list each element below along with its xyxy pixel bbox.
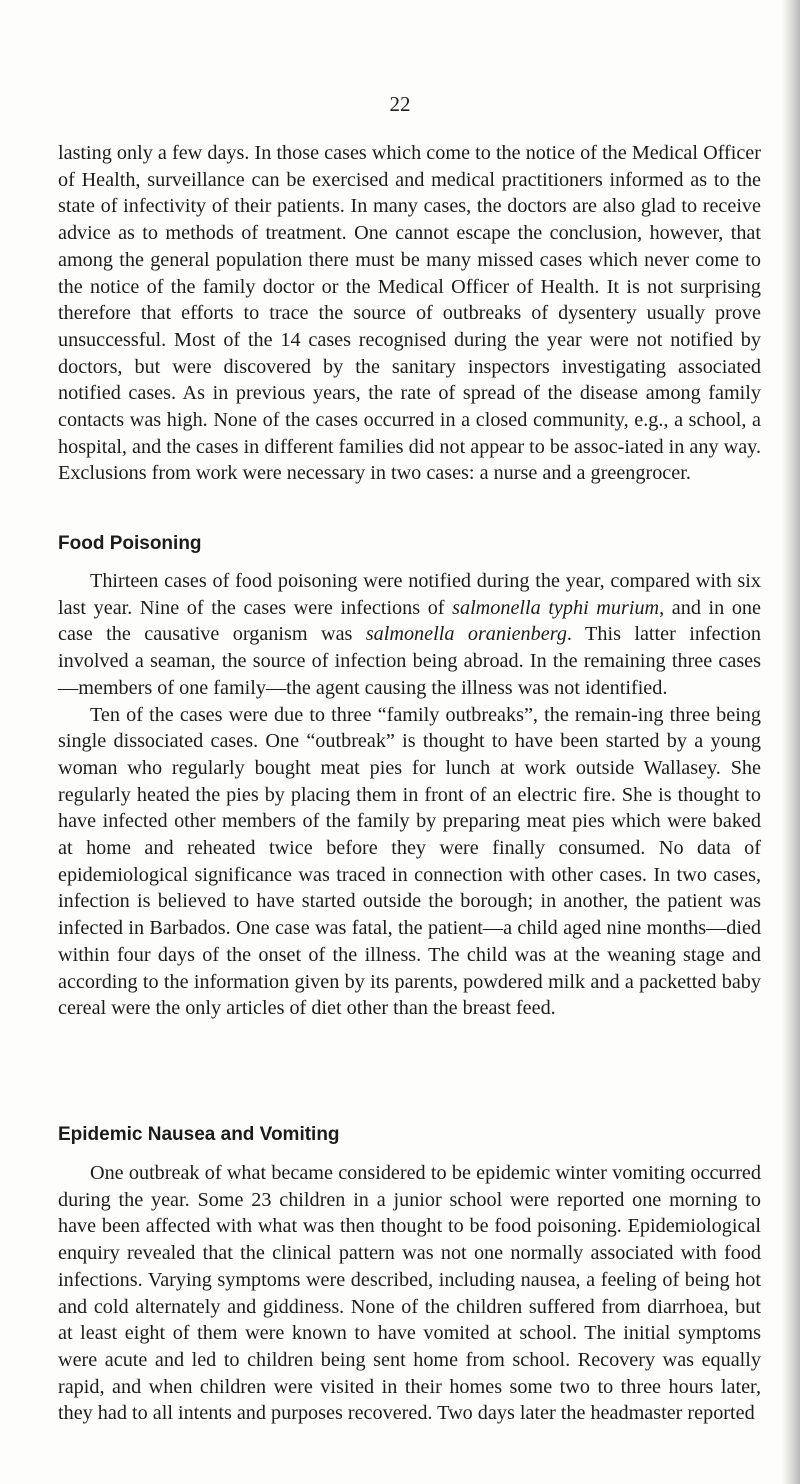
epidemic-nausea-heading: Epidemic Nausea and Vomiting (58, 1124, 340, 1145)
organism-name-typhimurium: salmonella typhi murium (452, 596, 660, 619)
food-poisoning-section (58, 568, 761, 1022)
epidemic-nausea-paragraph-1: One outbreak of what became considered to be epidemic winter vomiting occurred during the year. Some 23 children in a junior school were reported one morning to have been affected with what was then thought to be food poisoning. Epidemiological enquiry revealed that the clinical pattern was not one normally associated with food infections. Varying symptoms were described, including nausea, a feeling of being hot and cold alternately and giddiness. None of the children suffered from diarrhoea, but at least eight of them were known to have vomited at school. The initial symptoms were acute and led to children being sent home from school. Recovery was equally rapid, and when children were visited in their homes some two to three hours later, they had to all intents and purposes recovered. Two days later the headmaster reported (58, 1162, 761, 1425)
food-poisoning-heading: Food Poisoning (58, 533, 202, 554)
intro-paragraph-block (58, 140, 761, 487)
food-poisoning-paragraph-2: Ten of the cases were due to three “family outbreaks”, the remain-ing three being single dissociated cases. One “outbreak” is thought to have been started by a young woman who regularly bought meat pies for lunch at work outside Wallasey. She regularly heated the pies by placing them in front of an electric fire. She is thought to have infected other members of the family by preparing meat pies which were baked at home and reheated twice before they were finally consumed. No data of epidemiological significance was traced in connection with other cases. In two cases, infection is believed to have started outside the borough; in another, the patient was infected in Barbados. One case was fatal, the patient—a child aged nine months—died within four days of the onset of the illness. The child was at the weaning stage and according to the information given by its parents, powdered milk and a packetted baby cereal were the only articles of diet other than the breast feed. (58, 703, 761, 1020)
page-edge-shadow (782, 0, 800, 1484)
organism-name-oranienberg: salmonella oranienberg (365, 623, 567, 646)
epidemic-nausea-section (58, 1160, 761, 1427)
page-number: 22 (389, 92, 411, 116)
food-poisoning-paragraph-1: Thirteen cases of food poisoning were notified during the year, compared with six last year. Nine of the cases were infections of salmonella typhi murium, and in one case the causative organism was salmonella oranienberg. This latter infection involved a seaman, the source of infection being abroad. In the remaining three cases—members of one family—the agent causing the illness was not identified. (58, 570, 762, 699)
intro-paragraph: lasting only a few days. In those cases which come to the notice of the Medical Officer of Health, surveillance can be exercised and medical practitioners informed as to the state of infectivity of their patients. In many cases, the doctors are also glad to receive advice as to methods of treatment. One cannot escape the conclusion, however, that among the general population there must be many missed cases which never come to the notice of the family doctor or the Medical Officer of Health. It is not surprising therefore that efforts to trace the source of outbreaks of dysentery usually prove unsuccessful. Most of the 14 cases recognised during the year were not notified by doctors, but were discovered by the sanitary inspectors investigating associated notified cases. As in previous years, the rate of spread of the disease among family contacts was high. None of the cases occurred in a closed community, e.g., a school, a hospital, and the cases in different families did not appear to be assoc-iated in any way. Exclusions from work were necessary in two cases: a nurse and a greengrocer. (58, 142, 761, 485)
